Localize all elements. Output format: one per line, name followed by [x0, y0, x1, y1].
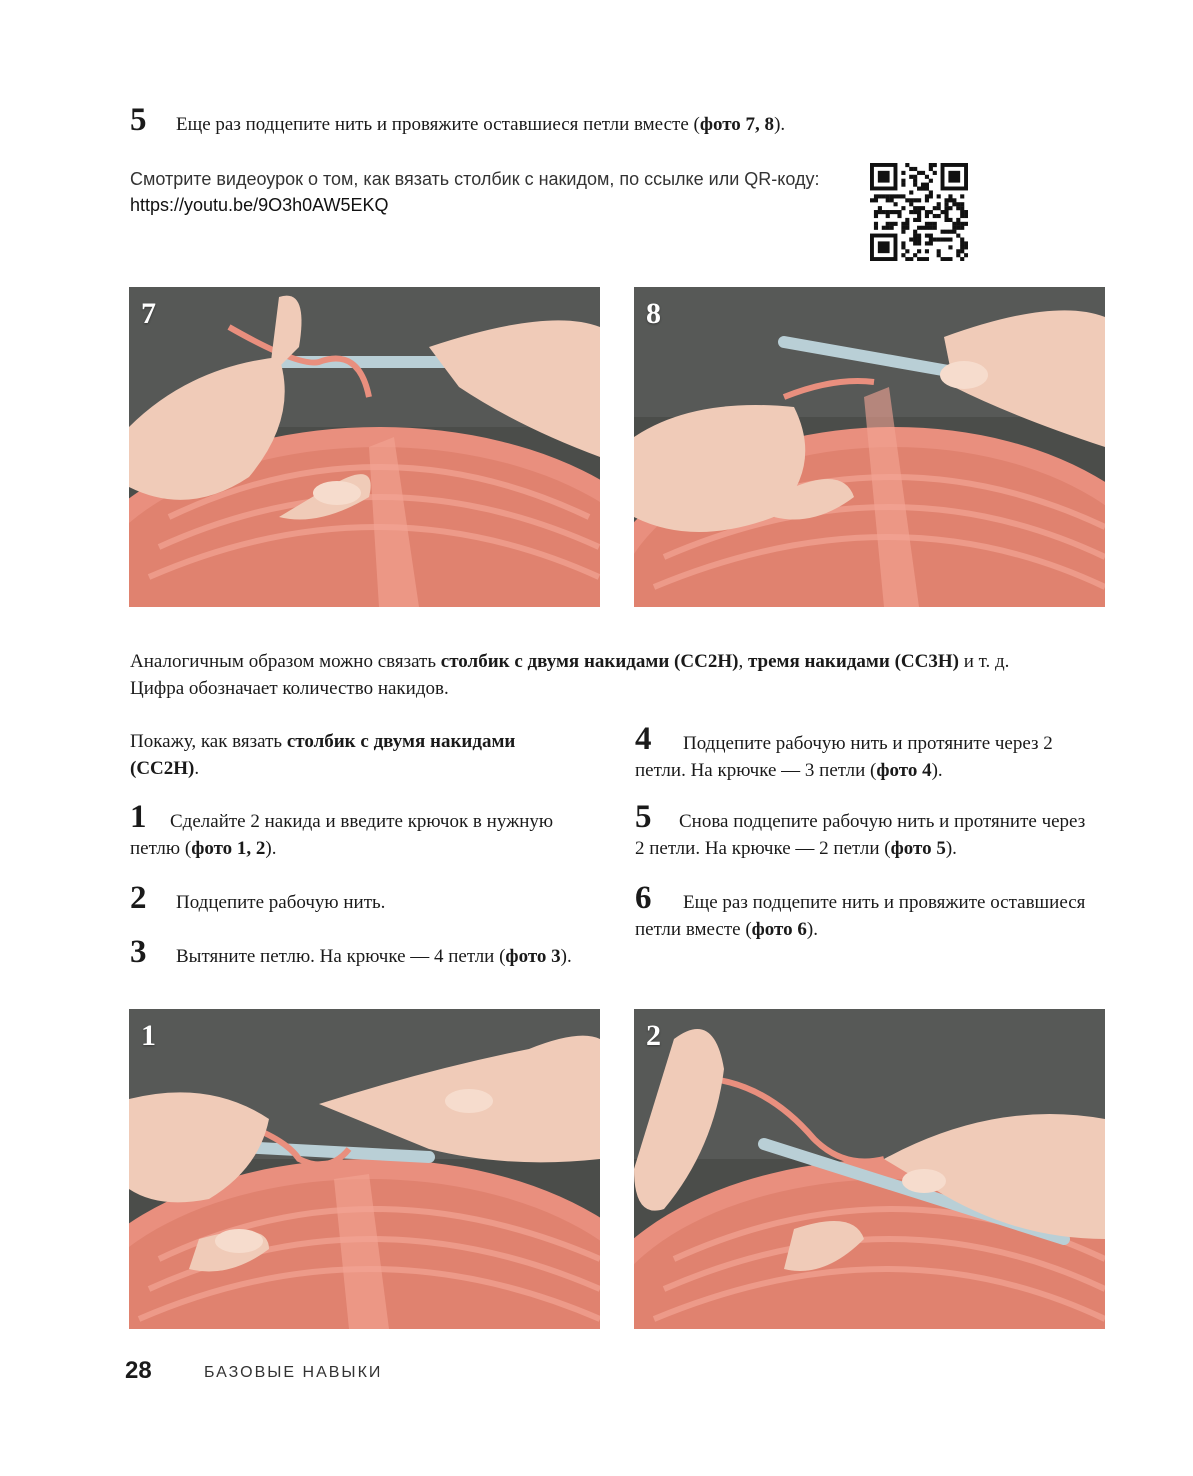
photo-label: 2: [646, 1019, 661, 1052]
step-number: 5: [130, 102, 147, 138]
photo-label: 1: [141, 1019, 156, 1052]
qr-code-icon[interactable]: [870, 163, 968, 261]
step-number: 4: [635, 721, 652, 757]
step-number: 2: [130, 880, 147, 916]
step-number: 1: [130, 799, 147, 835]
video-link[interactable]: https://youtu.be/9O3h0AW5EKQ: [130, 195, 389, 215]
right-step-5: 5 Снова подцепите рабочую нить и протяните через 2 петли. На крючке — 2 петли (фото 5).: [635, 799, 1086, 859]
right-step-4: 4 Подцепите рабочую нить и протяните через 2 петли. На крючке — 3 петли (фото 4).: [635, 721, 1053, 781]
video-note: [130, 166, 850, 218]
photo-2-image: [634, 1009, 1105, 1329]
section-title: БАЗОВЫЕ НАВЫКИ: [204, 1364, 383, 1381]
photo-2: [634, 1009, 1105, 1329]
intro-paragraph: Покажу, как вязать столбик с двумя накидами (СС2Н).: [130, 731, 516, 779]
photo-7: [129, 287, 600, 607]
step-number: 6: [635, 880, 652, 916]
step-5-top: [130, 104, 1090, 138]
photo-label: 8: [646, 297, 661, 330]
analog-paragraph: [130, 648, 1105, 702]
analog-line-2: Цифра обозначает количество накидов.: [130, 678, 449, 699]
step-number: 5: [635, 799, 652, 835]
step-text: Еще раз подцепите нить и провяжите оставшиеся петли вместе (фото 7, 8).: [176, 114, 786, 135]
photo-8: [634, 287, 1105, 607]
video-note-text: Смотрите видеоурок о том, как вязать столбик с накидом, по ссылке или QR-коду:: [130, 169, 820, 189]
photo-label: 7: [141, 297, 156, 330]
left-step-1: 1 Сделайте 2 накида и введите крючок в нужную петлю (фото 1, 2).: [130, 799, 554, 859]
photo-8-image: [634, 287, 1105, 607]
photo-7-image: [129, 287, 600, 607]
analog-line-1: Аналогичным образом можно связать столбик с двумя накидами (СС2Н), тремя накидами (СС3Н) и т. д.: [130, 651, 1010, 672]
photo-1: [129, 1009, 600, 1329]
left-step-3: 3 Вытяните петлю. На крючке — 4 петли (фото 3).: [130, 934, 572, 970]
right-step-6: 6 Еще раз подцепите нить и провяжите оставшиеся петли вместе (фото 6).: [635, 880, 1086, 940]
left-step-2: 2 Подцепите рабочую нить.: [130, 880, 386, 916]
step-number: 3: [130, 934, 147, 970]
page-number: 28: [125, 1357, 152, 1384]
photo-1-image: [129, 1009, 600, 1329]
